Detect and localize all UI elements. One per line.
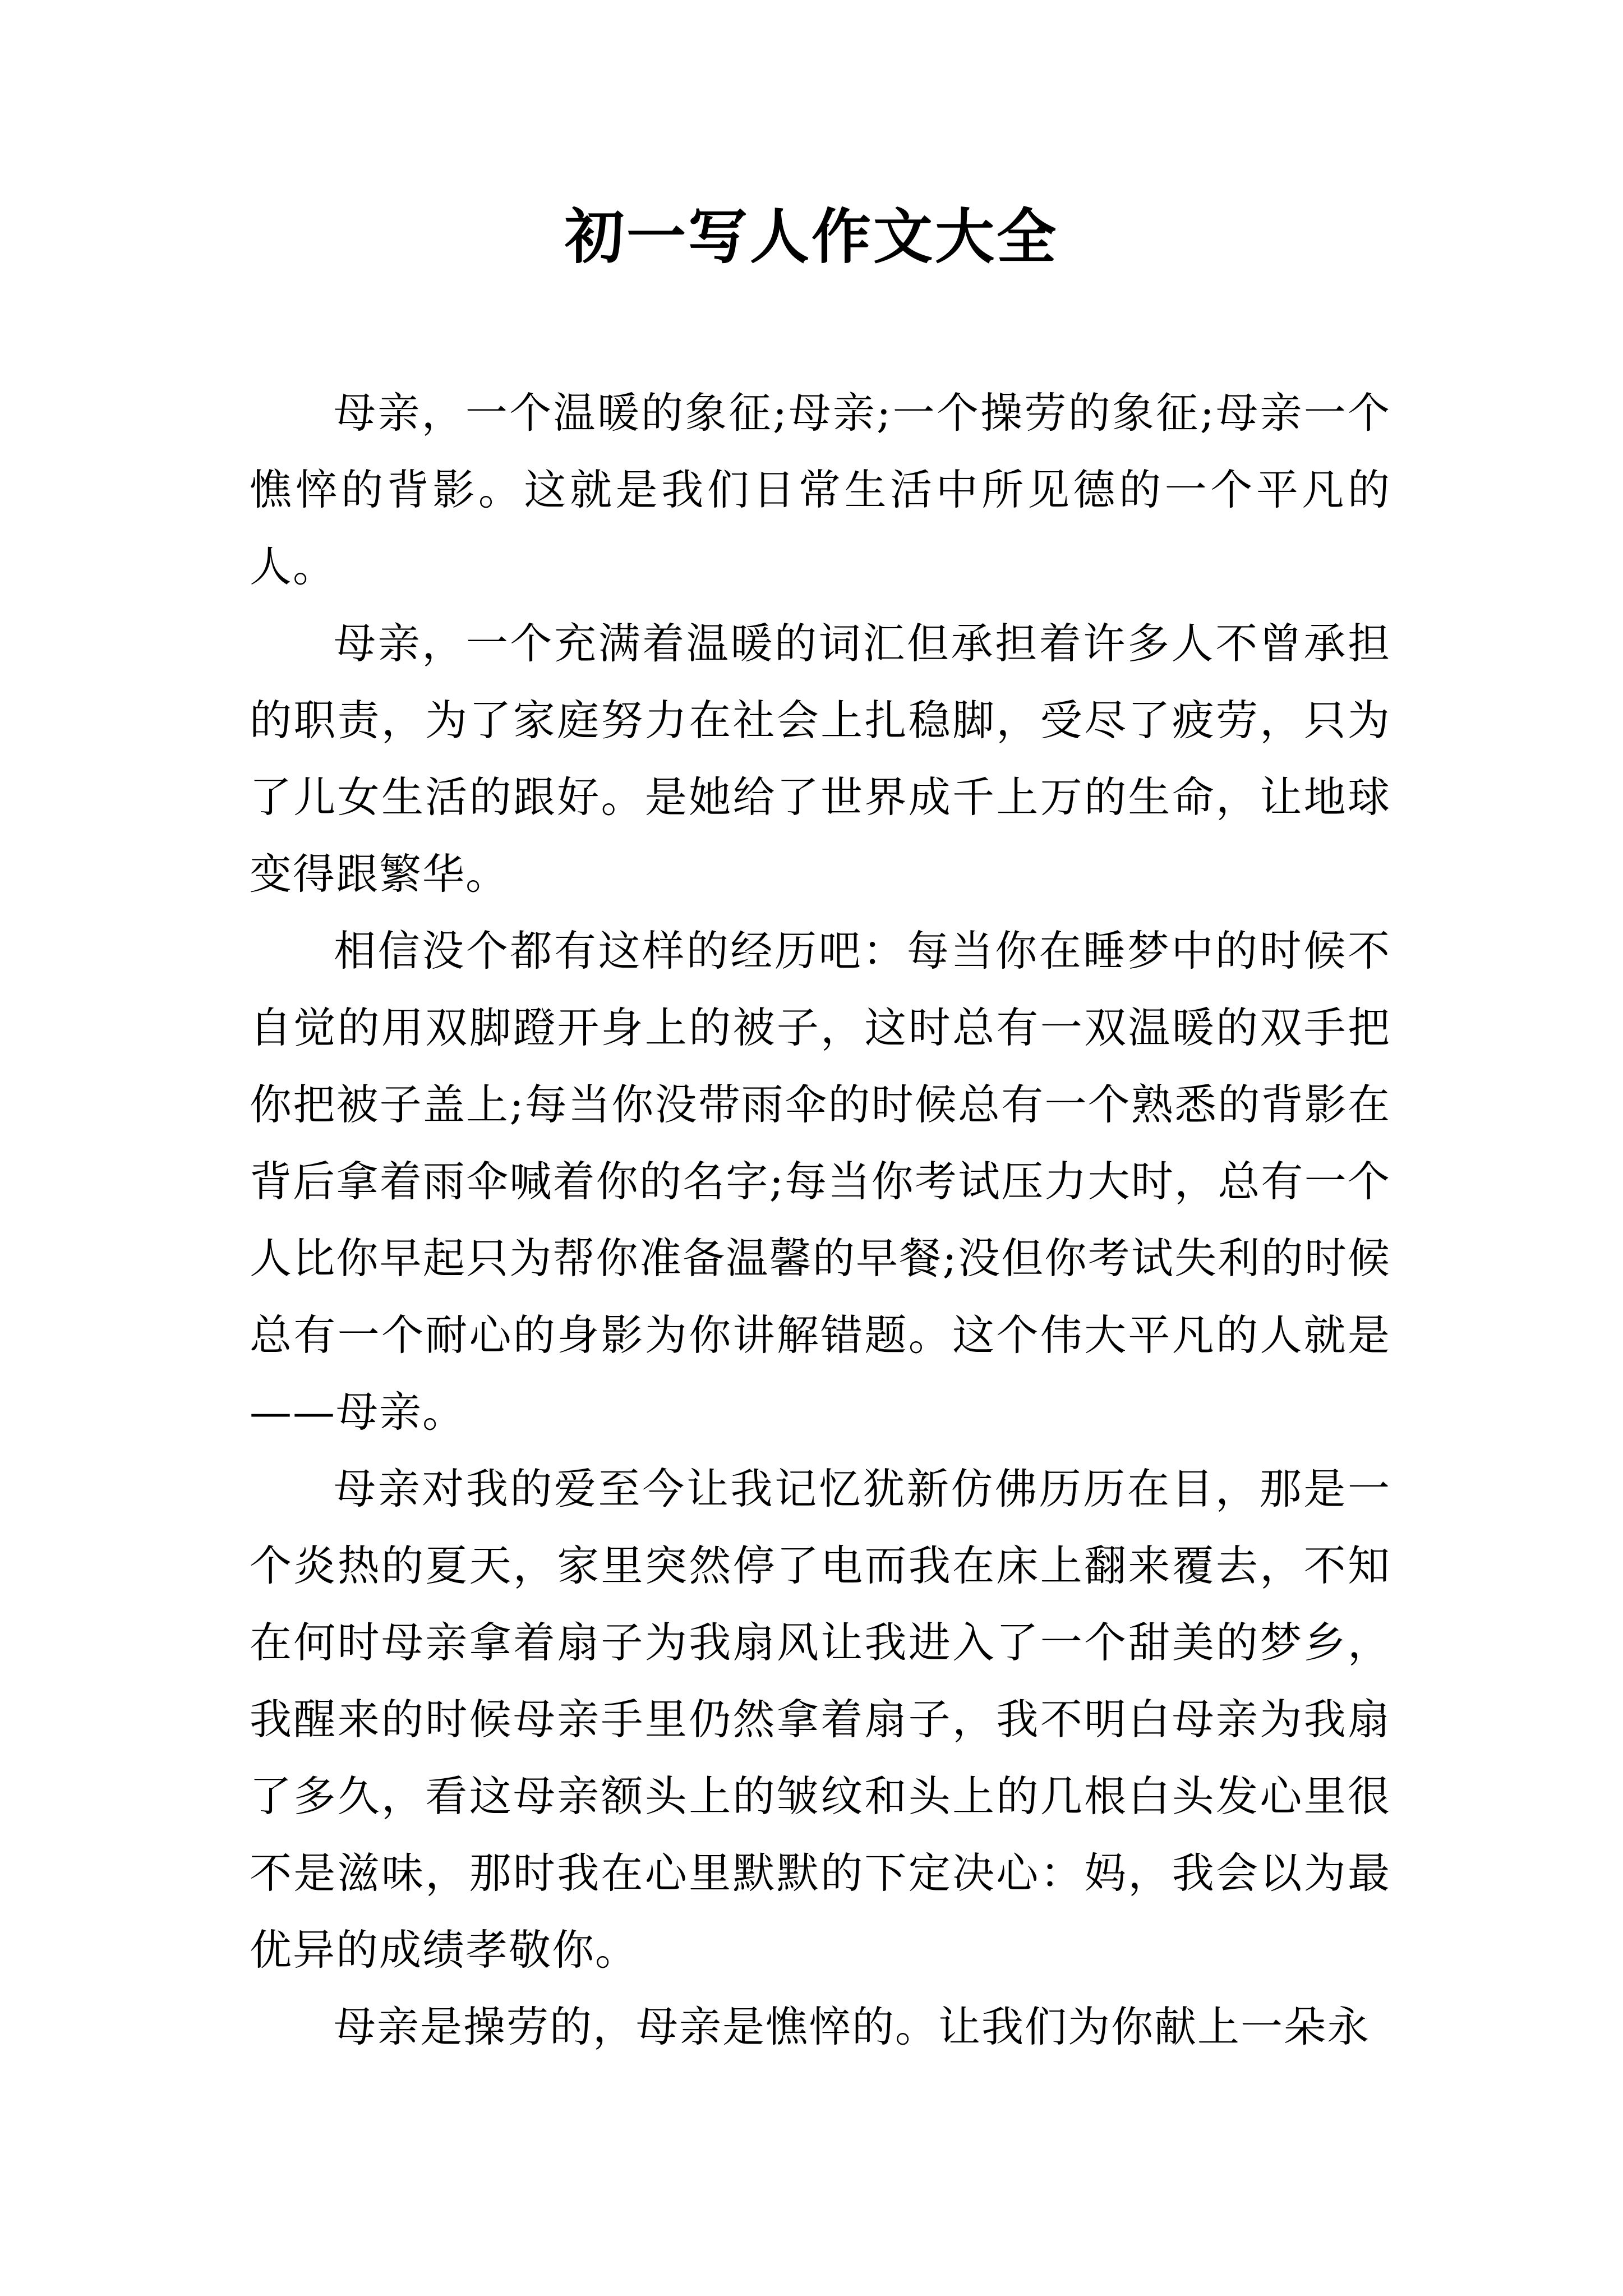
- paragraph-5: 母亲是操劳的，母亲是憔悴的。让我们为你献上一朵永: [334, 2002, 1371, 2051]
- paragraph-4: 母亲对我的爱至今让我记忆犹新仿佛历历在目，那是一个炎热的夏天，家里突然停了电而我在床上翻来覆去，不知在何时母亲拿着扇子为我扇风让我进入了一个甜美的梦乡，我醒来的时候母亲手里仍然拿着扇子，我不明白母亲为我扇了多久，看这母亲额头上的皱纹和头上的几根白头发心里很不是滋味，那时我在心里默默的下定决心：妈，我会以为最优异的成绩孝敬你。: [250, 1464, 1391, 1975]
- document-body: [250, 375, 1391, 2065]
- paragraph-2: 母亲，一个充满着温暖的词汇但承担着许多人不曾承担的职责，为了家庭努力在社会上扎稳脚，受尽了疲劳，只为了儿女生活的跟好。是她给了世界成千上万的生命，让地球变得跟繁华。: [250, 619, 1391, 899]
- paragraph-1: 母亲，一个温暖的象征;母亲;一个操劳的象征;母亲一个憔悴的背影。这就是我们日常生活中所见德的一个平凡的人。: [250, 388, 1391, 591]
- paragraph-3: 相信没个都有这样的经历吧：每当你在睡梦中的时候不自觉的用双脚蹬开身上的被子，这时总有一双温暖的双手把你把被子盖上;每当你没带雨伞的时候总有一个熟悉的背影在背后拿着雨伞喊着你的名字;每当你考试压力大时，总有一个人比你早起只为帮你准备温馨的早餐;没但你考试失利的时候总有一个耐心的身影为你讲解错题。这个伟大平凡的人就是——母亲。: [250, 926, 1391, 1437]
- document-title: 初一写人作文大全: [565, 201, 1058, 272]
